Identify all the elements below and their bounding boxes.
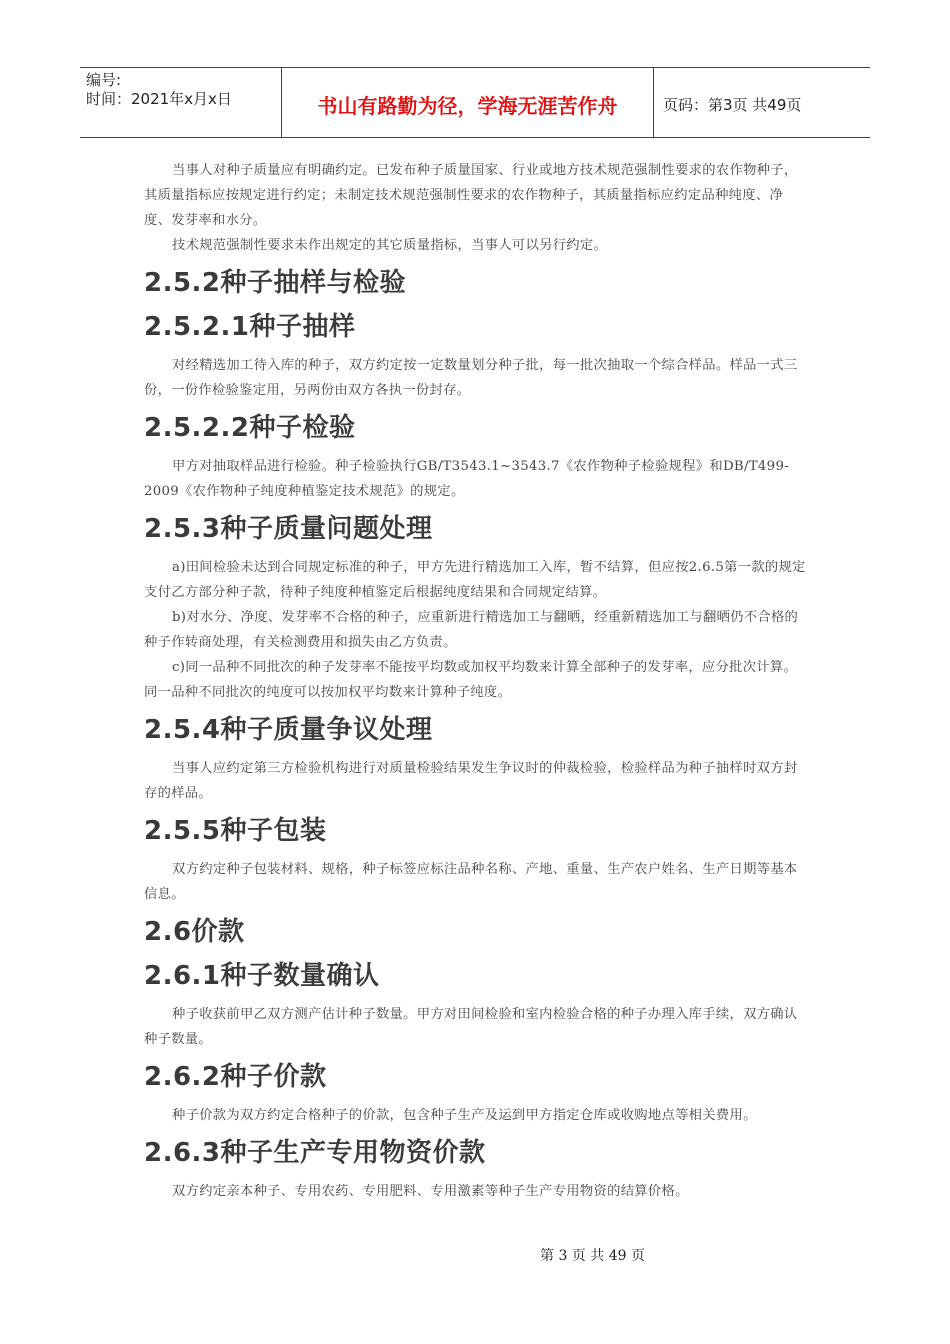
body-paragraph: 当事人对种子质量应有明确约定。已发布种子质量国家、行业或地方技术规范强制性要求的农作物种子，其质量指标应按规定进行约定；未制定技术规范强制性要求的农作物种子，其质量指标应约定品种纯度、净度、发芽率和水分。: [144, 163, 798, 228]
doc-time-label: 时间：2021年x月x日: [86, 90, 232, 108]
body-paragraph: 双方约定亲本种子、专用农药、专用肥料、专用激素等种子生产专用物资的结算价格。: [172, 1184, 689, 1199]
section-heading: 2.6.1种子数量确认: [144, 961, 380, 991]
body-paragraph: 种子收获前甲乙双方测产估计种子数量。甲方对田间检验和室内检验合格的种子办理入库手续，双方确认种子数量。: [144, 1007, 798, 1047]
body-paragraph: b)对水分、净度、发芽率不合格的种子，应重新进行精选加工与翻晒，经重新精选加工与翻晒仍不合格的种子作转商处理，有关检测费用和损失由乙方负责。: [144, 610, 799, 650]
section-heading: 2.6价款: [144, 917, 245, 947]
section-heading: 2.6.2种子价款: [144, 1062, 327, 1092]
section-heading: 2.5.5种子包装: [144, 816, 327, 846]
section-heading: 2.5.2.1种子抽样: [144, 312, 356, 342]
section-heading: 2.5.4种子质量争议处理: [144, 715, 433, 745]
section-heading: 2.5.3种子质量问题处理: [144, 514, 433, 544]
body-paragraph: a)田间检验未达到合同规定标准的种子，甲方先进行精选加工入库，暂不结算，但应按2.6.5第一款的规定支付乙方部分种子款，待种子纯度种植鉴定后根据纯度结果和合同规定结算。: [144, 560, 806, 600]
section-heading: 2.6.3种子生产专用物资价款: [144, 1138, 486, 1168]
body-paragraph: 对经精选加工待入库的种子，双方约定按一定数量划分种子批，每一批次抽取一个综合样品。样品一式三份，一份作检验鉴定用，另两份由双方各执一份封存。: [144, 358, 798, 398]
header-page-info: 页码：第3页 共49页: [663, 96, 802, 114]
body-paragraph: 技术规范强制性要求未作出规定的其它质量指标，当事人可以另行约定。: [172, 238, 608, 253]
doc-number-label: 编号:: [86, 71, 122, 89]
page-footer: 第 3 页 共 49 页: [540, 1248, 645, 1264]
body-paragraph: 双方约定种子包装材料、规格，种子标签应标注品种名称、产地、重量、生产农户姓名、生产日期等基本信息。: [144, 862, 798, 902]
body-paragraph: 甲方对抽取样品进行检验。种子检验执行GB/T3543.1~3543.7《农作物种子检验规程》和DB/T499-2009《农作物种子纯度种植鉴定技术规范》的规定。: [144, 459, 789, 499]
section-heading: 2.5.2种子抽样与检验: [144, 268, 407, 298]
section-heading: 2.5.2.2种子检验: [144, 413, 356, 443]
header-meta: [80, 68, 282, 137]
page-header: [80, 67, 870, 138]
header-motto: 书山有路勤为径，学海无涯苦作舟: [282, 68, 654, 137]
body-paragraph: 种子价款为双方约定合格种子的价款，包含种子生产及运到甲方指定仓库或收购地点等相关费用。: [172, 1108, 757, 1123]
body-paragraph: 当事人应约定第三方检验机构进行对质量检验结果发生争议时的仲裁检验，检验样品为种子抽样时双方封存的样品。: [144, 761, 798, 801]
document-body: [144, 158, 806, 1204]
body-paragraph: c)同一品种不同批次的种子发芽率不能按平均数或加权平均数来计算全部种子的发芽率，应分批次计算。同一品种不同批次的纯度可以按加权平均数来计算种子纯度。: [144, 660, 798, 700]
